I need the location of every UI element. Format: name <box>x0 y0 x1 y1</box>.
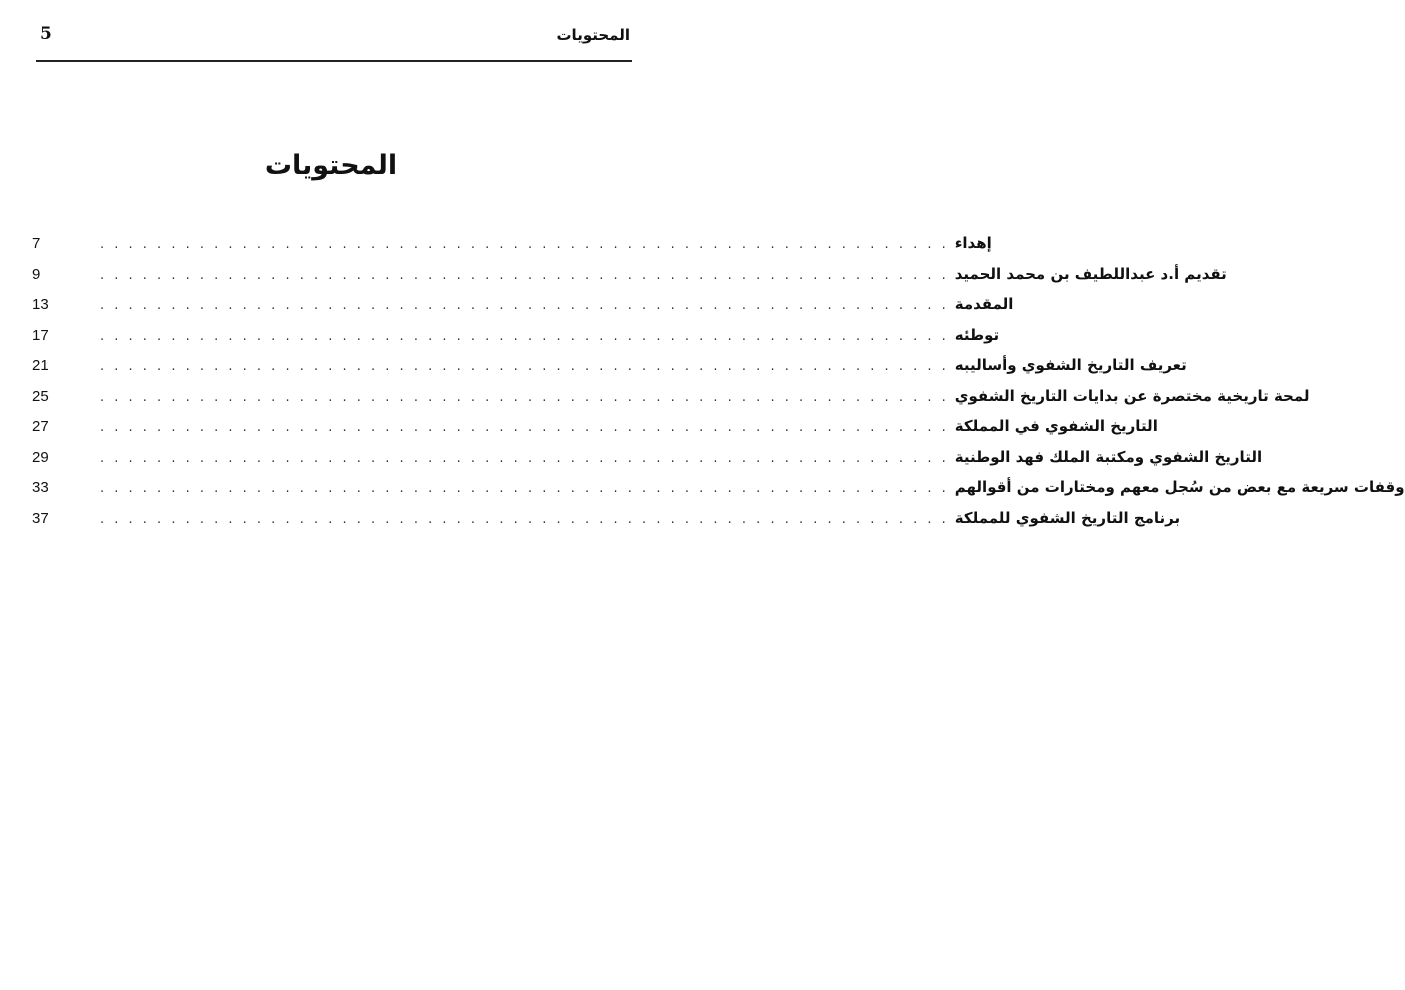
toc-leader-dots: . . . . . . . . . . . . . . . . . . . . . . . . . . . . . . . . . . . . . . . . . . . . . . . . . . . . . . . . . . . . <box>100 298 949 313</box>
toc-page-number: 9 <box>32 265 41 283</box>
toc-leader-dots: . . . . . . . . . . . . . . . . . . . . . . . . . . . . . . . . . . . . . . . . . . . . . . . . . . . . . . . . . . . . <box>100 481 949 496</box>
toc-page-number: 37 <box>32 509 49 527</box>
toc-entry-title: برنامج التاريخ الشفوي للمملكة <box>954 508 1181 527</box>
toc-page-number: 25 <box>32 387 49 405</box>
toc-page-number: 17 <box>32 326 49 344</box>
toc-page-number: 27 <box>32 418 49 435</box>
toc-leader-dots: . . . . . . . . . . . . . . . . . . . . . . . . . . . . . . . . . . . . . . . . . . . . . . . . . . . . . . . . . . . . <box>100 328 949 344</box>
toc-entry[interactable] <box>30 478 1405 509</box>
toc-entry[interactable] <box>30 417 1158 448</box>
toc-leader-dots: . . . . . . . . . . . . . . . . . . . . . . . . . . . . . . . . . . . . . . . . . . . . . . . . . . . . . . . . . . . . <box>100 511 949 527</box>
toc-entry-title: تقديم أ.د عبداللطيف بن محمد الحميد <box>954 264 1227 283</box>
toc-leader-dots: . . . . . . . . . . . . . . . . . . . . . . . . . . . . . . . . . . . . . . . . . . . . . . . . . . . . . . . . . . . . <box>100 389 949 405</box>
page-header <box>36 18 632 62</box>
toc-entry[interactable] <box>30 234 992 265</box>
toc-entry[interactable] <box>30 447 1263 479</box>
toc-entry[interactable] <box>30 325 1000 357</box>
toc-entry-title: توطئه <box>954 325 1000 344</box>
toc-entry[interactable] <box>30 264 1227 296</box>
toc-entry-title: إهداء <box>954 234 992 252</box>
toc-entry[interactable] <box>30 356 1187 387</box>
toc-page-number: 7 <box>32 235 41 252</box>
toc-entry-title: تعريف التاريخ الشفوي وأساليبه <box>954 356 1187 374</box>
header-rule <box>36 60 632 62</box>
toc-leader-dots: . . . . . . . . . . . . . . . . . . . . . . . . . . . . . . . . . . . . . . . . . . . . . . . . . . . . . . . . . . . . <box>100 420 949 435</box>
toc-entry-title: التاريخ الشفوي ومكتبة الملك فهد الوطنية <box>954 447 1263 466</box>
toc-page-number: 13 <box>32 296 49 313</box>
table-of-contents <box>30 234 1405 539</box>
toc-entry[interactable] <box>30 386 1310 418</box>
toc-leader-dots: . . . . . . . . . . . . . . . . . . . . . . . . . . . . . . . . . . . . . . . . . . . . . . . . . . . . . . . . . . . . <box>100 267 949 283</box>
toc-page-number: 21 <box>32 357 49 374</box>
toc-leader-dots: . . . . . . . . . . . . . . . . . . . . . . . . . . . . . . . . . . . . . . . . . . . . . . . . . . . . . . . . . . . . <box>100 450 949 466</box>
page-number: 5 <box>40 24 52 44</box>
toc-entry-title: التاريخ الشفوي في المملكة <box>954 417 1158 435</box>
toc-entry[interactable] <box>30 508 1181 540</box>
toc-page-number: 29 <box>32 448 49 466</box>
toc-leader-dots: . . . . . . . . . . . . . . . . . . . . . . . . . . . . . . . . . . . . . . . . . . . . . . . . . . . . . . . . . . . . <box>100 359 949 374</box>
toc-entry[interactable] <box>30 295 1014 326</box>
running-title: المحتويات <box>556 26 630 44</box>
toc-title: المحتويات <box>264 150 398 181</box>
toc-leader-dots: . . . . . . . . . . . . . . . . . . . . . . . . . . . . . . . . . . . . . . . . . . . . . . . . . . . . . . . . . . . . <box>100 237 949 252</box>
toc-entry-title: المقدمة <box>954 295 1014 313</box>
toc-entry-title: لمحة تاريخية مختصرة عن بدايات التاريخ الشفوي <box>954 386 1310 405</box>
toc-page-number: 33 <box>32 479 49 496</box>
toc-entry-title: وقفات سريعة مع بعض من سُجل معهم ومختارات من أقوالهم <box>954 478 1405 496</box>
